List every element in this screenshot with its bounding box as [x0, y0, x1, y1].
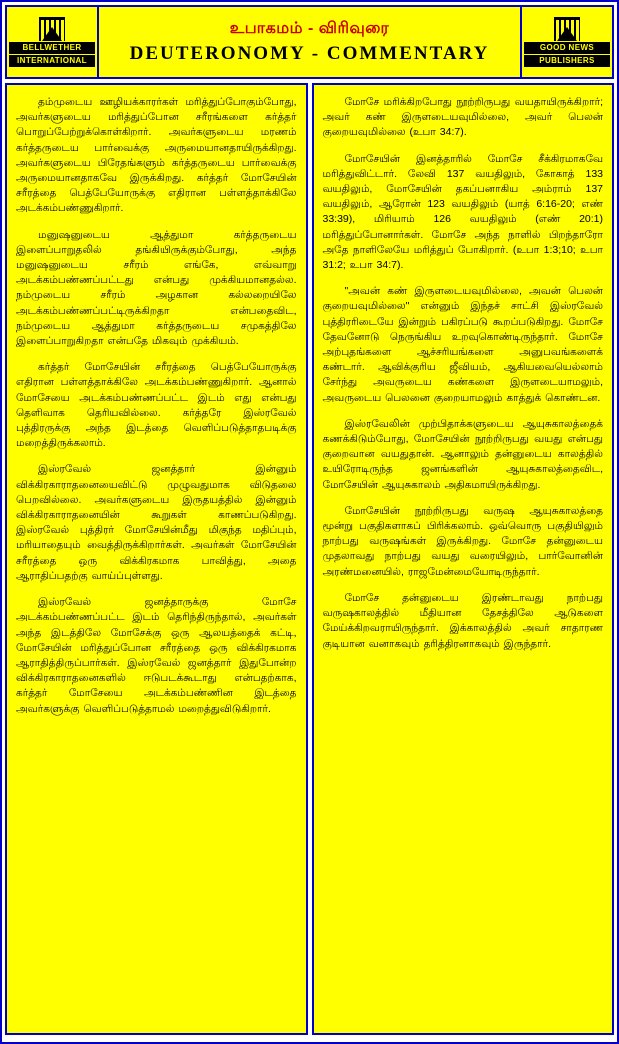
- paragraph: மோசேயின் இனத்தாரில் மோசே சீக்கிரமாகவே மரித்துவிட்டார். லேவி 137 வயதிலும், கோகாத் 133 வயதிலும், மோசேயின் தகப்பனாகிய அம்ராம் 137 வயதிலும், ஆரோன் 123 வயதிலும் (யாத் 6:16-20; எண் 33:39), மிரியாம் 126 வயதிலும் (எண் 20:1) மரித்துப்போனார்கள். மோசே அந்த நாளில் பிறந்தாரோ அதே நாளிலேயே மரித்துப் போகிறார். (உபா 1:3;10; உபா 31:2; உபா 34:7).: [322, 152, 603, 272]
- good-news-logo-line2: PUBLISHERS: [524, 55, 610, 67]
- page-title-english: DEUTERONOMY - COMMENTARY: [129, 43, 490, 64]
- paragraph: மனுஷனுடைய ஆத்துமா கர்த்தருடைய இளைப்பாறுதலில் தங்கியிருக்கும்போது, அந்த மனுஷனுடைய சரீரம் எங்கே, எவ்வாறு அடக்கம்பண்ணப்பட்டது என்பது முக்கியமானதல்ல. நம்முடைய சரீரம் அழகான கல்லறையிலே அடக்கம்பண்ணப்பட்டிருக்கிறதா என்பதைவிட, நம்முடைய ஆத்துமா கர்த்தருடைய சமுகத்திலே இளைப்பாறுகிறதா என்பதே மிகவும் முக்கியம்.: [16, 228, 297, 348]
- paragraph: மோசேயின் நூற்றிருபது வருஷ ஆயுசுகாலத்தை மூன்று பகுதிகளாகப் பிரிக்கலாம். ஒவ்வொரு பகுதியிலும் நாற்பது வருஷங்கள் இருக்கிறது. மோசே தன்னுடைய முதலாவது நாற்பது வயது வரையிலும், பார்வோனின் அரண்மனையில், ராஜமேன்மையோடிருந்தார்.: [322, 504, 603, 578]
- bellwether-logo-line2: INTERNATIONAL: [9, 55, 95, 67]
- bellwether-logo-line1: BELLWETHER: [9, 42, 95, 54]
- good-news-torch-icon: [554, 17, 580, 41]
- paragraph: மோசே தன்னுடைய இரண்டாவது நாற்பது வருஷகாலத்தில் மீதியான தேசத்திலே ஆடுகளை மேய்க்கிறவராயிருந்தார். இக்காலத்தில் அவர் சாதாரண குடியான வனாகவும் தரித்திரனாகவும் இருந்தார்.: [322, 591, 603, 650]
- document-header: [5, 5, 614, 79]
- left-column: [5, 83, 308, 1035]
- good-news-logo-line1: GOOD NEWS: [524, 42, 610, 54]
- paragraph: மோசே மரிக்கிறபோது நூற்றிருபது வயதாயிருக்கிறார்; அவர் கண் இருளடையவுமில்லை, அவர் பெலன் குறையவுமில்லை (உபா 34:7).: [322, 96, 603, 139]
- good-news-publishers-logo: [520, 7, 612, 77]
- paragraph: இஸ்ரவேல் ஜனத்தார் இன்னும் விக்கிரகாராதனையைவிட்டு முழுவதுமாக விடுதலை பெறவில்லை. அவர்களுடைய இருதயத்தில் இன்னும் விக்கிரகாராதனையின் கூறுகள் காணப்படுகிறது. இஸ்ரவேல் புத்திரர் மோசேயின்மீது மிகுந்த மதிப்பும், மரியாதையும் வைத்திருக்கிறார்கள். அவர்கள் மோசேயின் சரீரத்தை ஒரு விக்கிரகமாக பாவித்து, அதை ஆராதிப்பதற்கு வாய்ப்புள்ளது.: [16, 463, 297, 582]
- paragraph: தம்முடைய ஊழியக்காரர்கள் மரித்துப்போகும்போது, அவர்களுடைய மரித்துப்போன சரீரங்களை கர்த்தர் பொறுப்பேற்றுக்கொள்கிறார். அவர்களுடைய மரணம் கர்த்தருடைய பார்வைக்கு அருமையானதாயிருக்கிறது. அவர்களுடைய பிரேதங்களும் கர்த்தருடைய பார்வைக்கு அருமையானதாகவே இருக்கிறது. கர்த்தர் மோசேயின் சரீரத்தை பெத்பேயோருக்கு எதிரான பள்ளத்தாக்கிலே அடக்கம்பண்ணுகிறார்.: [16, 96, 297, 215]
- paragraph: இஸ்ரவேல் ஜனத்தாருக்கு மோசே அடக்கம்பண்ணப்பட்ட இடம் தெரிந்திருந்தால், அவர்கள் அந்த இடத்திலே மோசேக்கு ஒரு ஆலயத்தைக் கட்டி, மோசேயின் மரித்துப்போன சரீரத்தை ஒரு விக்கிரகமாக ஆராதித்திருப்பார்கள். இஸ்ரவேல் ஜனத்தார் இதுபோன்ற விக்கிரகாராதனைகளில் ஈடுபடக்கூடாது என்பதற்காக, கர்த்தர் மோசேயை அடக்கம்பண்ணின இடத்தை அவர்களுக்கு வெளிப்படுத்தாமல் மறைத்துவிடுகிறார்.: [16, 596, 297, 715]
- page-title: [99, 7, 520, 77]
- paragraph: கர்த்தர் மோசேயின் சரீரத்தை பெத்பேயோருக்கு எதிரான பள்ளத்தாக்கிலே அடக்கம்பண்ணுகிறார். ஆனால் மோசேயை அடக்கம்பண்ணப்பட்ட இடம் எது என்பது தெளிவாக தெரியவில்லை. கர்த்தரே இஸ்ரவேல் புத்திரருக்கு அந்த இடத்தை வெளிப்படுத்தாதபடிக்கு மறைத்திருக்கலாம்.: [16, 361, 297, 450]
- body-columns: [5, 83, 614, 1035]
- right-column: [312, 83, 615, 1035]
- page-title-tamil: உபாகமம் - விரிவுரை: [229, 20, 390, 37]
- bellwether-international-logo: [7, 7, 99, 77]
- paragraph: "அவன் கண் இருளடையவுமில்லை, அவன் பெலன் குறையவுமில்லை" என்னும் இந்தச் சாட்சி இஸ்ரவேல் புத்திரரிடையே இன்றும் பகிரப்படு கூறப்படுகிறது. மோசே தேவனோடு நெருங்கிய உறவுகொண்டிருந்தார். மோசே அற்புதங்களை ஆச்சரியங்களை அனுபவங்களைக் கண்டார். ஆவிக்குரிய ஜீவியம், ஆகியவையெல்லாம் சேர்ந்து அவருடைய கண்களை இருளடையாமலும், அவருடைய பெலனை குறையாமலும் காத்துக் கொண்டன.: [322, 285, 603, 404]
- bellwether-torch-icon: [39, 17, 65, 41]
- paragraph: இஸ்ரவேலின் முற்பிதாக்களுடைய ஆயுசுகாலத்தைக் கணக்கிடும்போது, மோசேயின் நூற்றிருபது வயது என்பது குறைவான வயதுதான். ஆனாலும் தன்னுடைய காலத்தில் உயிரோடிருந்த ஜனங்களின் ஆயுசுகாலத்தைவிட, மோசேயின் ஆயுசுகாலம் அதிகமாயிருக்கிறது.: [322, 417, 603, 491]
